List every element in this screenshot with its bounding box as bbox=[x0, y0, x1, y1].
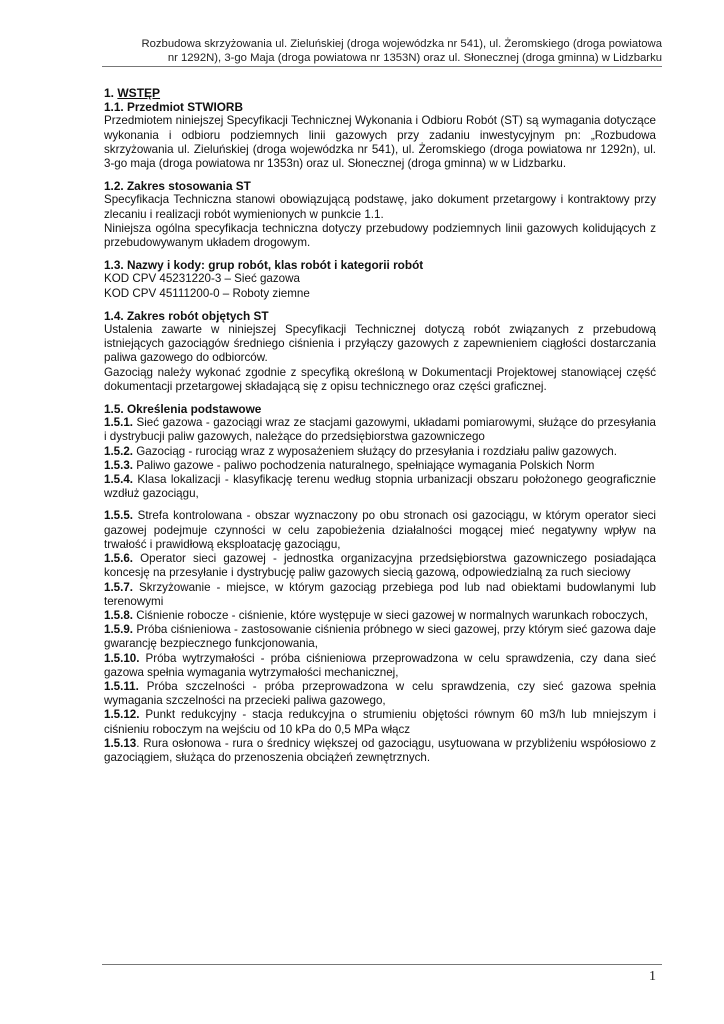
definition-1-5-6: 1.5.6. Operator sieci gazowej - jednostka organizacyjna przedsiębiorstwa gazowniczego posiadająca koncesję na przesyłanie i dystrybucję paliw gazowych siecią gazową, odpowiedzialną za ruch sieciowy bbox=[104, 552, 656, 580]
definition-1-5-9: 1.5.9. Próba ciśnieniowa - zastosowanie ciśnienia próbnego w sieci gazowej, przy którym sieć gazowa daje gwarancję bezpiecznego funkcjonowania, bbox=[104, 623, 656, 651]
footer-divider bbox=[102, 964, 662, 965]
section-heading-1 bbox=[104, 86, 656, 100]
cpv-code-1: KOD CPV 45231220-3 – Sieć gazowa bbox=[104, 272, 300, 286]
definition-1-5-11: 1.5.11. Próba szczelności - próba przeprowadzona w celu sprawdzenia, czy sieć gazowa spełnia wymagania szczelności na przecieki paliwa gazowego, bbox=[104, 679, 656, 708]
header-line-2: nr 1292N), 3-go Maja (droga powiatowa nr 1353N) oraz ul. Słonecznej (droga gminna) w Lidzbarku bbox=[167, 52, 662, 64]
definition-1-5-1: 1.5.1. Sieć gazowa - gazociągi wraz ze stacjami gazowymi, układami pomiarowymi, służące do przesyłania i dystrybucji paliw gazowych, należące do przedsiębiorstwa gazowniczego bbox=[104, 416, 656, 444]
spacer bbox=[104, 501, 656, 509]
definition-1-5-5: 1.5.5. Strefa kontrolowana - obszar wyznaczony po obu stronach osi gazociągu, w którym operator sieci gazowej podejmuje czynności w celu zapobieżenia działalności mogącej mieć negatywny wpływ na trwałość i prawidłową eksploatację gazociągu, bbox=[104, 509, 656, 551]
heading-1-2: 1.2. Zakres stosowania ST bbox=[104, 179, 251, 194]
definition-1-5-13: 1.5.13. Rura osłonowa - rura o średnicy większej od gazociągu, usytuowana w przybliżeniu współosiowo z gazociągiem, służąca do przenoszenia obciążeń zewnętrznych. bbox=[104, 736, 656, 764]
paragraph-1-4-a: Ustalenia zawarte w niniejszej Specyfikacji Technicznej dotyczą robót związanych z przebudową istniejących gazociągów średniego ciśnienia i przyłączy gazowych z zapewnieniem ciągłości dostarczania paliwa gazowego do odbiorców. bbox=[104, 323, 656, 365]
definition-1-5-8: 1.5.8. Ciśnienie robocze - ciśnienie, które występuje w sieci gazowej w normalnych warunkach roboczych, bbox=[104, 608, 648, 622]
paragraph-1-1: Przedmiotem niniejszej Specyfikacji Technicznej Wykonania i Odbioru Robót (ST) są wymagania dotyczące wykonania i odbioru podziemnych linii gazowych przy zadaniu inwestycyjnym pn: „Rozbudowa skrzyżowania ul. Zieluńskiej (droga wojewódzka nr 541), ul. Żeromskiego (droga powiatowa nr 1292n), ul. 3-go maja (droga powiatowa nr 1353n) oraz ul. Słonecznej (droga gminna) w w Lidzbarku. bbox=[104, 114, 656, 171]
heading-1-3: 1.3. Nazwy i kody: grup robót, klas robót i kategorii robót bbox=[104, 258, 424, 273]
section-title: WSTĘP bbox=[117, 86, 161, 100]
section-number: 1. bbox=[104, 86, 115, 100]
heading-1-1: 1.1. Przedmiot STWIORB bbox=[104, 100, 243, 115]
definition-1-5-4: 1.5.4. Klasa lokalizacji - klasyfikację terenu według stopnia urbanizacji obszaru położonego geograficznie wzdłuż gazociągu, bbox=[104, 473, 656, 501]
heading-1-4: 1.4. Zakres robót objętych ST bbox=[104, 308, 269, 323]
page-header bbox=[130, 37, 662, 65]
heading-1-5: 1.5. Określenia podstawowe bbox=[104, 402, 262, 417]
document-body bbox=[104, 86, 656, 765]
page-number: 1 bbox=[649, 969, 656, 984]
definition-1-5-7: 1.5.7. Skrzyżowanie - miejsce, w którym gazociąg przebiega pod lub nad obiektami budowlanymi lub terenowymi bbox=[104, 580, 656, 608]
header-line-1: Rozbudowa skrzyżowania ul. Zieluńskiej (droga wojewódzka nr 541), ul. Żeromskiego (droga powiatowa bbox=[141, 38, 662, 50]
cpv-code-2: KOD CPV 45111200-0 – Roboty ziemne bbox=[104, 286, 310, 300]
paragraph-1-2-a: Specyfikacja Techniczna stanowi obowiązującą podstawę, jako dokument przetargowy i kontraktowy przy zlecaniu i realizacji robót wymienionych w punkcie 1.1. bbox=[104, 193, 656, 221]
paragraph-1-4-b: Gazociąg należy wykonać zgodnie z specyfiką określoną w Dokumentacji Projektowej stanowiącej część dokumentacji przetargowej składającą się z opisu technicznego oraz części graficznej. bbox=[104, 365, 656, 393]
paragraph-1-2-b: Niniejsza ogólna specyfikacja techniczna dotyczy przebudowy podziemnych linii gazowych kolidujących z przebudowywanym układem drogowym. bbox=[104, 221, 656, 250]
definition-1-5-3: 1.5.3. Paliwo gazowe - paliwo pochodzenia naturalnego, spełniające wymagania Polskich Norm bbox=[104, 458, 595, 472]
definition-1-5-12: 1.5.12. Punkt redukcyjny - stacja redukcyjna o strumieniu objętości równym 60 m3/h lub mniejszym i ciśnieniu roboczym na wejściu od 10 kPa do 0,5 MPa włącz bbox=[104, 708, 656, 736]
header-divider bbox=[102, 66, 662, 67]
definition-1-5-10: 1.5.10. Próba wytrzymałości - próba ciśnieniowa przeprowadzona w celu sprawdzenia, czy dana sieć gazowa spełnia wymagania wytrzymałości mechanicznej, bbox=[104, 651, 656, 679]
definition-1-5-2: 1.5.2. Gazociąg - rurociąg wraz z wyposażeniem służący do przesyłania i rozdziału paliw gazowych. bbox=[104, 444, 617, 458]
